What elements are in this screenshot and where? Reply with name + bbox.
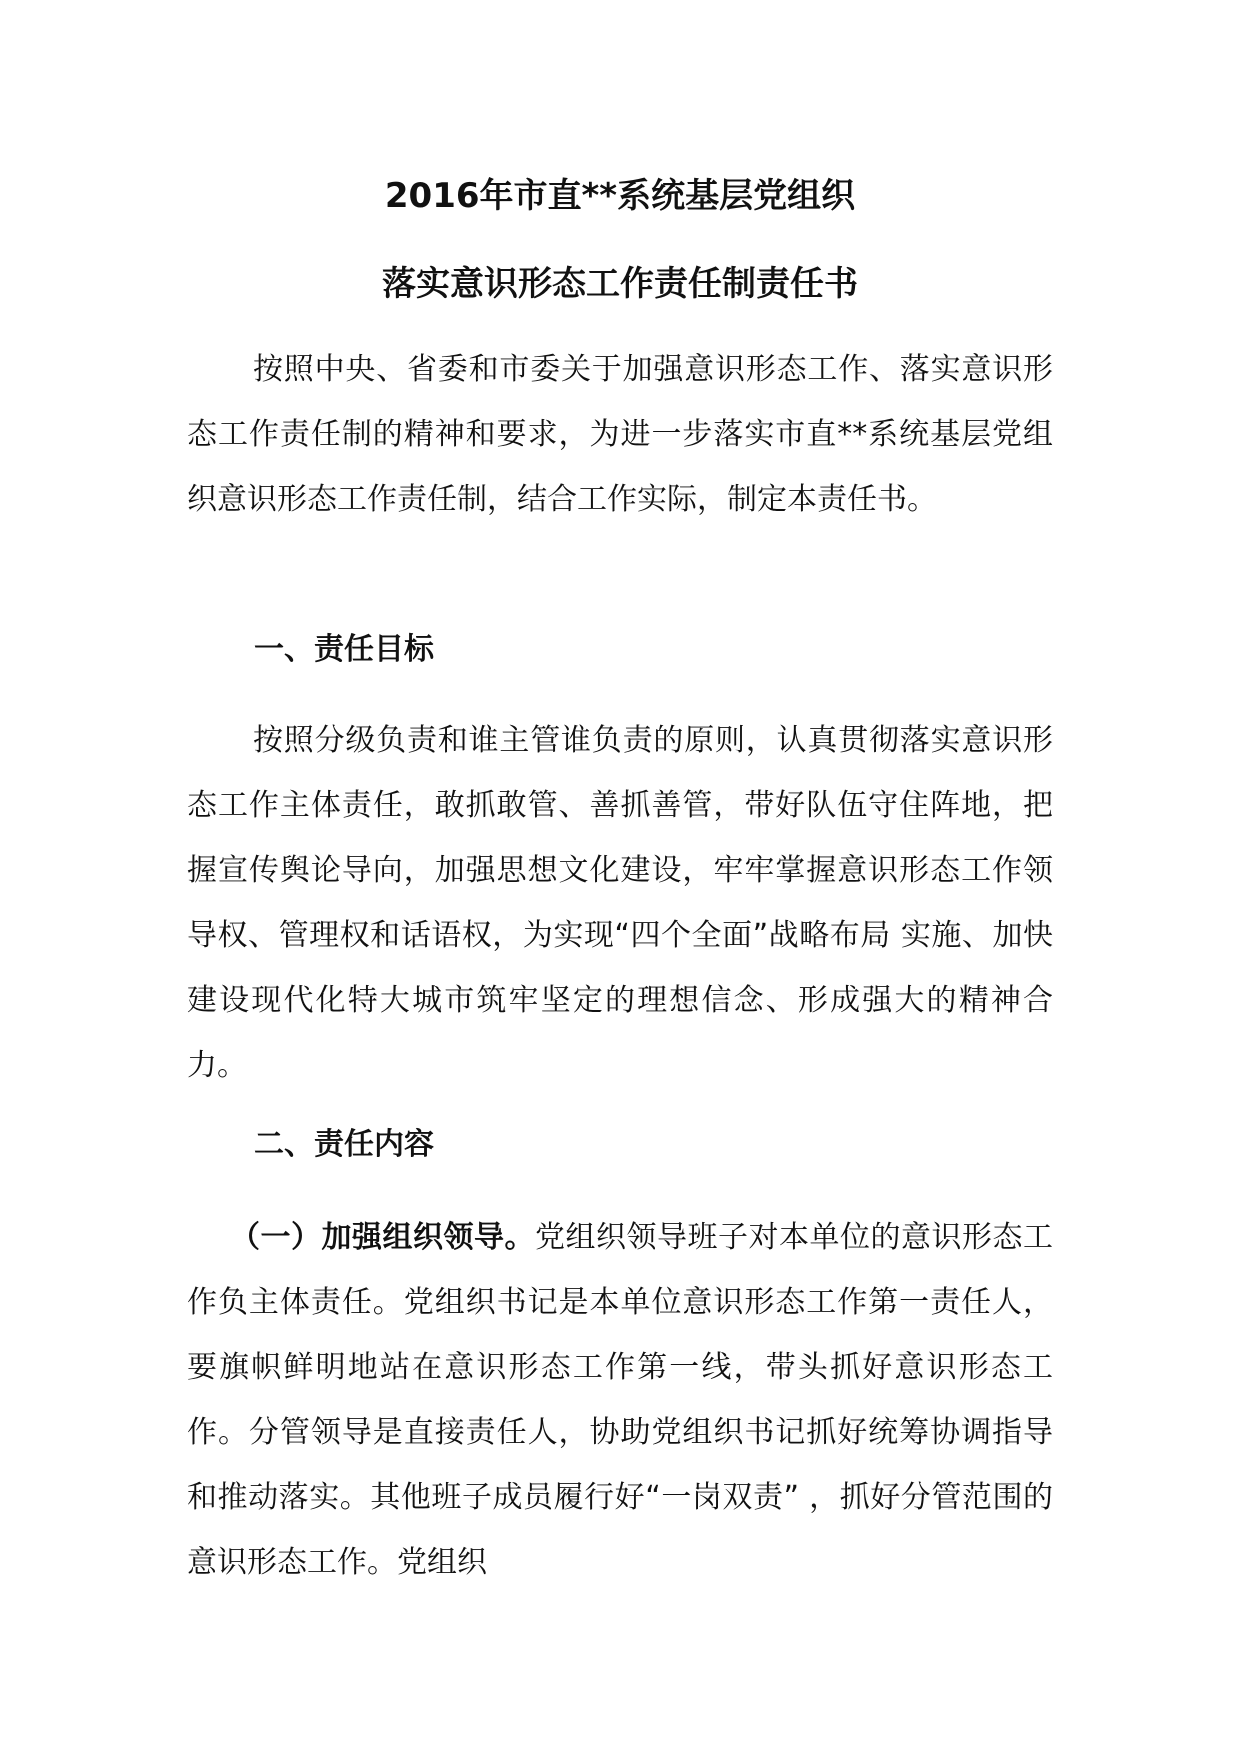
section-2-item-1-text: 党组织领导班子对本单位的意识形态工作负主体责任。党组织书记是本单位意识形态工作第一责任人，要旗帜鲜明地站在意识形态工作第一线，带头抓好意识形态工作。分管领导是直接责任人，协助党组织书记抓好统筹协调指导和推动落实。其他班子成员履行好“一岗双责” ，抓好分管范围的意识形态工作。党组织: [187, 1220, 1053, 1580]
intro-text: 按照中央、省委和市委关于加强意识形态工作、落实意识形态工作责任制的精神和要求，为进一步落实市直**系统基层党组织意识形态工作责任制，结合工作实际，制定本责任书。: [187, 352, 1053, 517]
section-1-heading: 一、责任目标: [254, 632, 434, 667]
section-1-paragraph: [187, 708, 1053, 1098]
section-2-item-1-paragraph: [187, 1205, 1053, 1595]
section-2-item-1: [187, 1205, 1053, 1595]
section-1-text: 按照分级负责和谁主管谁负责的原则，认真贯彻落实意识形态工作主体责任，敢抓敢管、善抓善管，带好队伍守住阵地，把握宣传舆论导向，加强思想文化建设，牢牢掌握意识形态工作领导权、管理权和话语权，为实现“四个全面”战略布局 实施、加快建设现代化特大城市筑牢坚定的理想信念、形成强大的精神合力。: [187, 723, 1053, 1083]
document-title-line-2: 落实意识形态工作责任制责任书: [382, 264, 858, 304]
document-title-line-1: 2016年市直**系统基层党组织: [384, 176, 856, 216]
intro-paragraph: [187, 337, 1053, 532]
section-2-item-1-lead: （一）加强组织领导。: [230, 1220, 535, 1255]
section-2-heading: 二、责任内容: [254, 1127, 434, 1162]
